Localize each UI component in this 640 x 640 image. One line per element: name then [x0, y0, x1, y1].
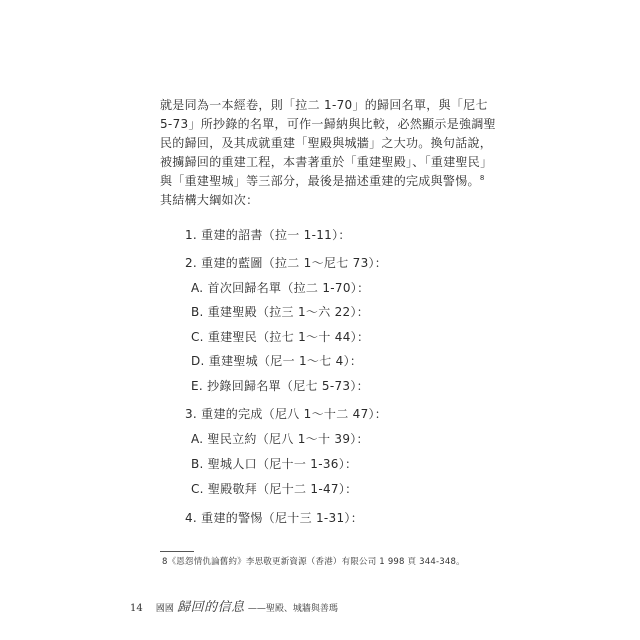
outline-subitem: E. 抄錄回歸名單（尼七 5-73）： [191, 379, 369, 393]
outline-item: 2. 重建的藍圖（拉二 1～尼七 73）： [185, 256, 388, 270]
series-label: 國國 [155, 604, 174, 614]
outline-subitem: B. 聖城人口（尼十一 1-36）： [191, 457, 358, 471]
footnote-text: 8《恩怨情仇論舊約》李思敬更新資源（香港）有限公司 1 998 頁 344-348。 [162, 557, 465, 567]
page-footer [130, 596, 338, 615]
paragraph-line [160, 172, 495, 191]
paragraph-line: 民的歸回，及其成就重建「聖殿與城牆」之大功。換句話說， [160, 136, 493, 150]
book-title-logo: 歸回的信息 [177, 600, 245, 615]
paragraph-line: 就是同為一本經卷，則「拉二 1-70」的歸回名單，與「尼七 [160, 98, 488, 112]
outline-subitem: A. 聖民立約（尼八 1～十 39）： [191, 432, 369, 446]
page-number: 14 [130, 603, 143, 614]
outline-subitem: D. 重建聖城（尼一 1～七 4）： [191, 354, 363, 368]
paragraph-line-text: 與「重建聖城」等三部分，最後是描述重建的完成與警惕。 [160, 174, 480, 188]
outline-item: 1. 重建的詔書（拉一 1-11）： [185, 228, 351, 242]
footnote-reference[interactable]: 8 [479, 174, 485, 182]
paragraph-line: 被擄歸回的重建工程，本書著重於「重建聖殿」、「重建聖民」 [160, 155, 493, 169]
outline-item: 3. 重建的完成（尼八 1～十二 47）： [185, 407, 388, 421]
body-paragraph [160, 96, 495, 210]
outline-subitem: B. 重建聖殿（拉三 1～六 22）： [191, 305, 370, 319]
outline-item: 4. 重建的警惕（尼十三 1-31）： [185, 511, 364, 525]
outline-subitem: C. 重建聖民（拉七 1～十 44）： [191, 330, 370, 344]
paragraph-line: 其結構大綱如次： [160, 193, 259, 207]
outline-subitem: C. 聖殿敬拜（尼十二 1-47）： [191, 482, 358, 496]
paragraph-line: 5-73」所抄錄的名單，可作一歸納與比較，必然顯示是強調聖 [160, 117, 496, 131]
footnote-divider [160, 551, 194, 552]
book-subtitle: ——聖殿、城牆與善瑪 [247, 604, 338, 614]
outline-subitem: A. 首次回歸名單（拉二 1-70）： [191, 281, 370, 295]
